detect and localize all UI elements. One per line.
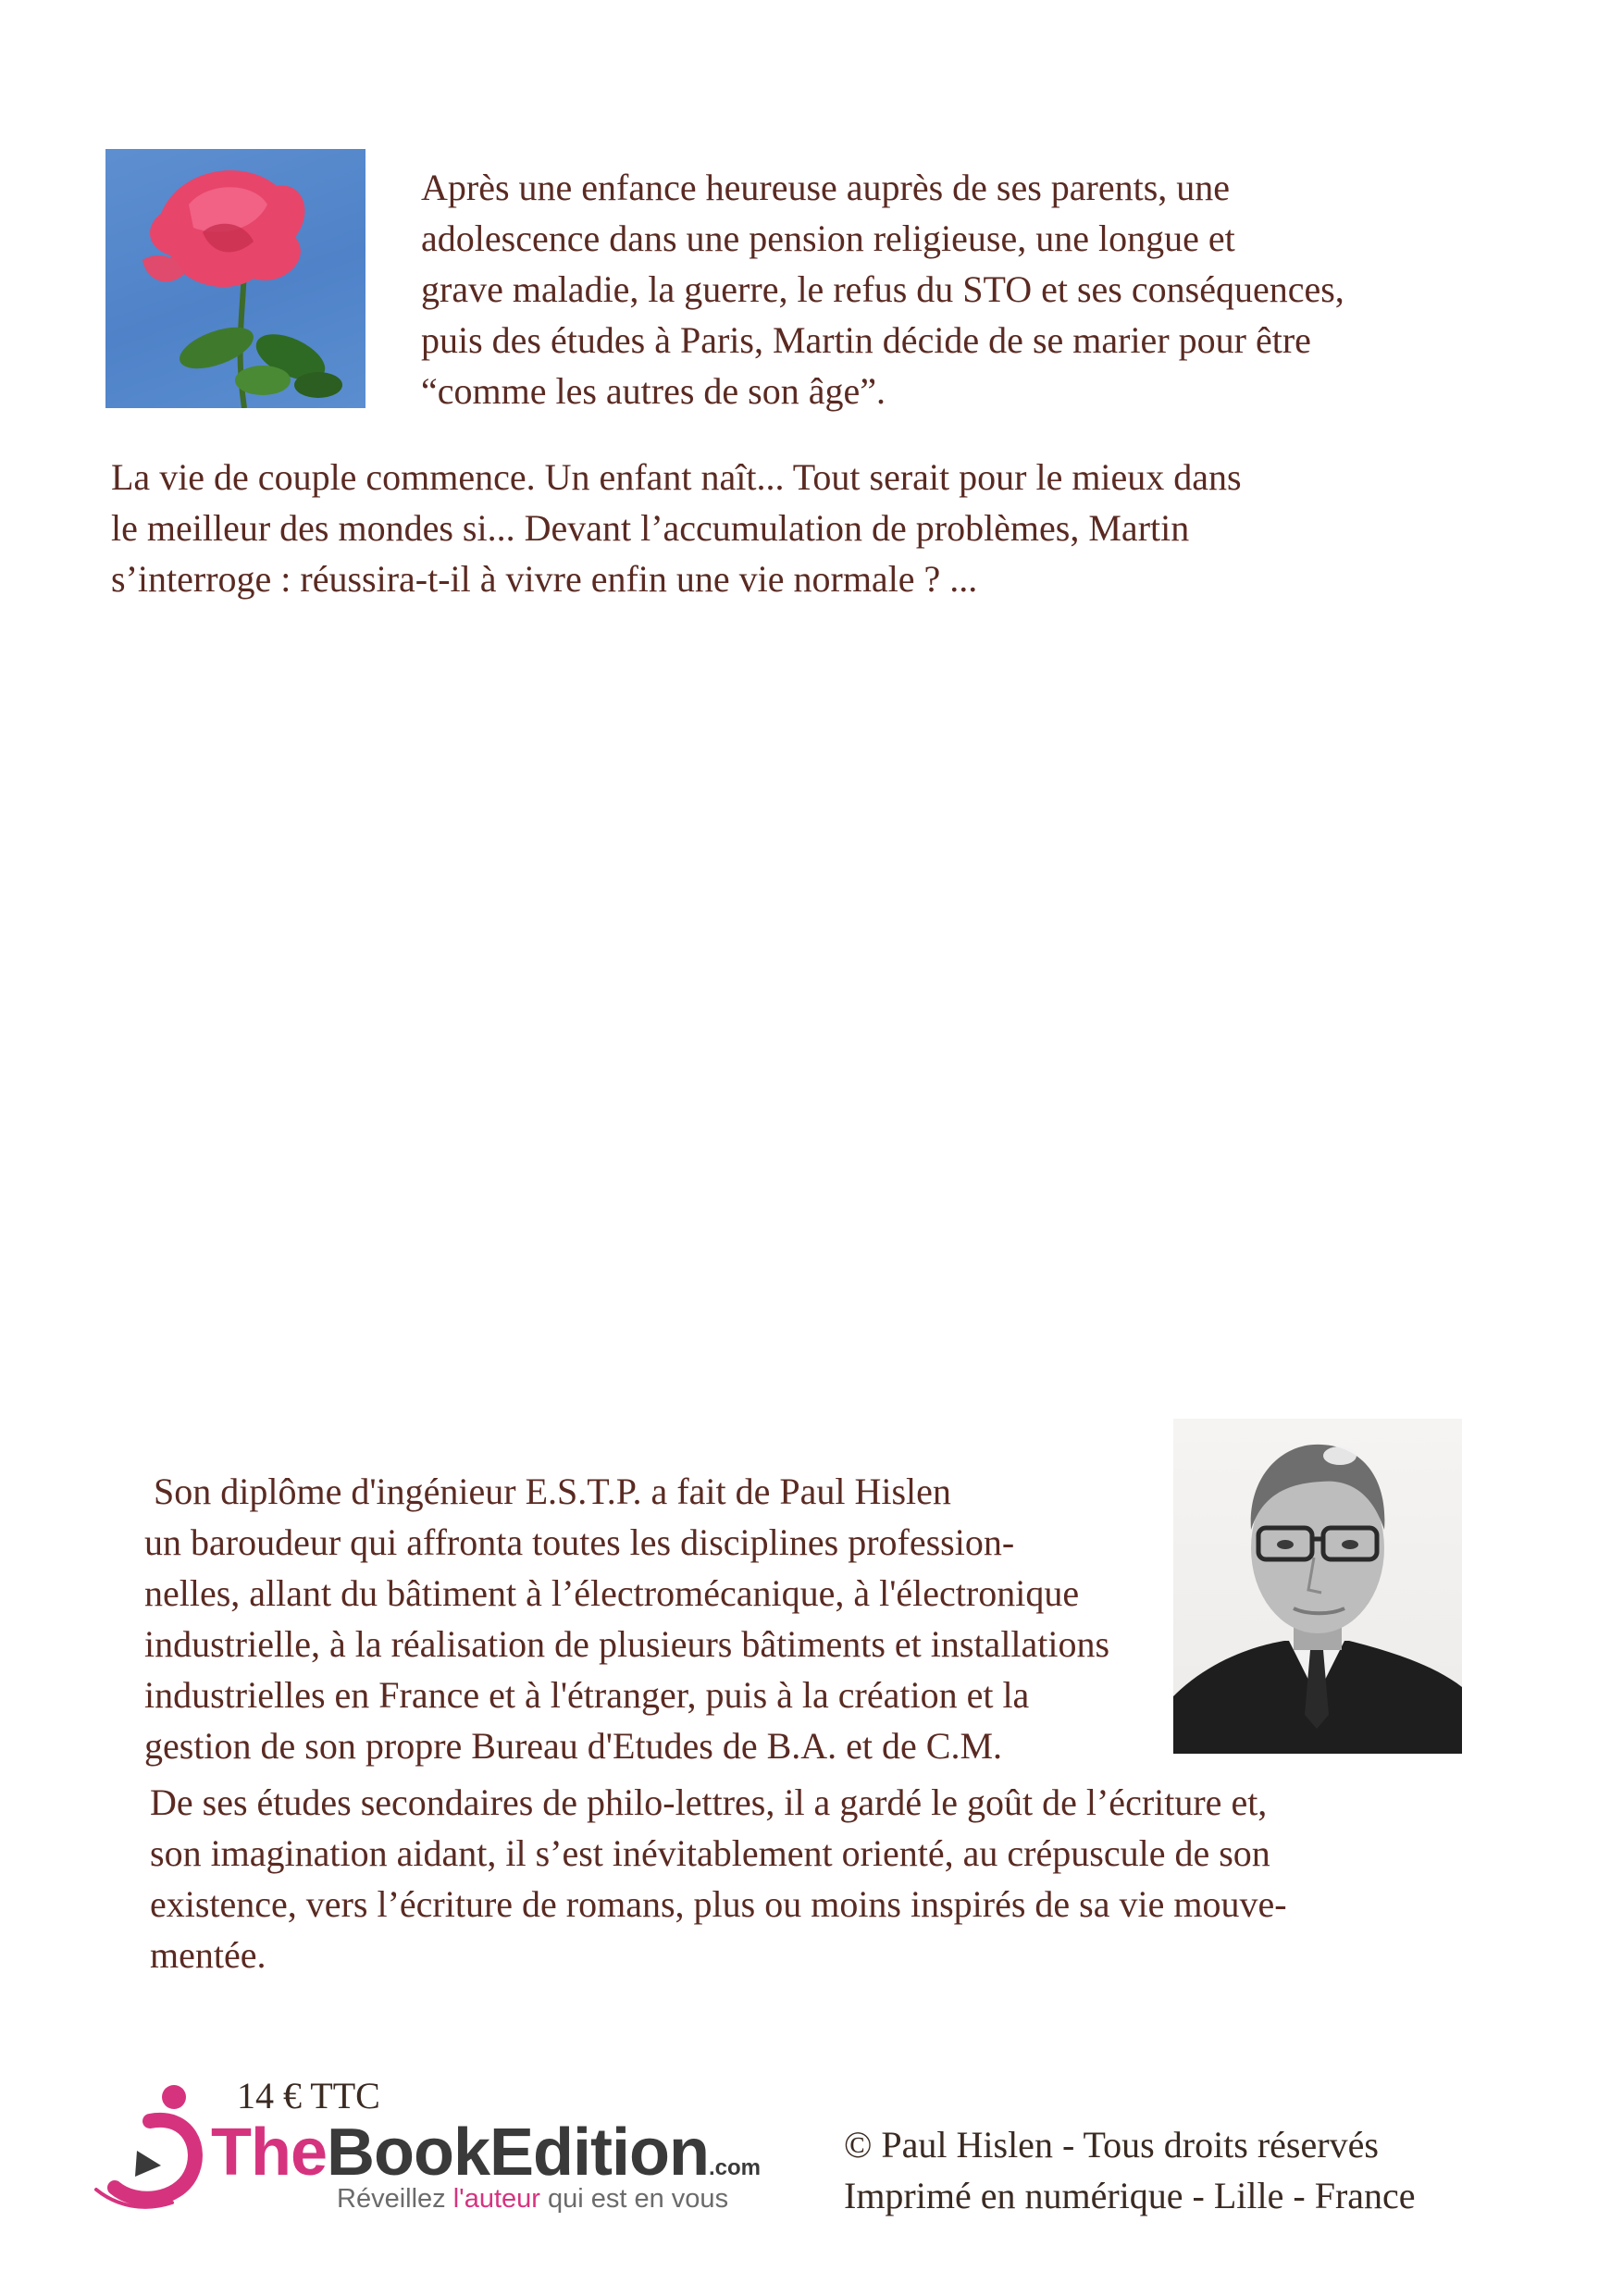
brand-book: BookEdition — [327, 2116, 709, 2190]
synopsis-line: Après une enfance heureuse auprès de ses parents, une — [421, 167, 1231, 208]
author-bio-paragraph-2 — [150, 1777, 1287, 1980]
bio-line: un baroudeur qui affronta toutes les disciplines profession- — [144, 1521, 1015, 1563]
bio-line: mentée. — [150, 1934, 266, 1976]
copyright-line: © Paul Hislen - Tous droits réservés — [844, 2124, 1379, 2166]
publisher-logo — [89, 2077, 829, 2215]
bio-line: nelles, allant du bâtiment à l’électromécanique, à l'électronique — [144, 1572, 1080, 1614]
author-bio-paragraph-1 — [144, 1466, 1109, 1771]
brand-com: .com — [708, 2155, 761, 2180]
synopsis-line: “comme les autres de son âge”. — [421, 370, 886, 412]
synopsis-line: grave maladie, la guerre, le refus du STO et ses conséquences, — [421, 268, 1344, 310]
copyright-block — [844, 2119, 1416, 2221]
brand-tagline — [337, 2184, 728, 2215]
synopsis-line: s’interroge : réussira-t-il à vivre enfin une vie normale ? ... — [111, 558, 978, 600]
synopsis-paragraph-1 — [421, 162, 1344, 416]
synopsis-line: adolescence dans une pension religieuse, une longue et — [421, 217, 1235, 259]
tagline-post: qui est en vous — [539, 2184, 729, 2214]
bio-line: industrielles en France et à l'étranger, puis à la création et la — [144, 1674, 1030, 1716]
rose-photo — [105, 149, 365, 408]
bio-line: son imagination aidant, il s’est inévitablement orienté, au crépuscule de son — [150, 1832, 1270, 1874]
author-portrait — [1173, 1419, 1462, 1754]
synopsis-line: La vie de couple commence. Un enfant naît... Tout serait pour le mieux dans — [111, 456, 1242, 498]
brand-the: The — [211, 2116, 328, 2190]
synopsis-line: le meilleur des mondes si... Devant l’accumulation de problèmes, Martin — [111, 507, 1190, 549]
bio-line: existence, vers l’écriture de romans, plus ou moins inspirés de sa vie mouve- — [150, 1883, 1287, 1925]
synopsis-line: puis des études à Paris, Martin décide de se marier pour être — [421, 319, 1311, 361]
tagline-accent: l'auteur — [452, 2184, 540, 2214]
bio-line: Son diplôme d'ingénieur E.S.T.P. a fait de Paul Hislen — [144, 1471, 951, 1512]
synopsis-paragraph-2 — [111, 452, 1242, 604]
bio-line: De ses études secondaires de philo-lettres, il a gardé le goût de l’écriture et, — [150, 1781, 1268, 1823]
tagline-pre: Réveillez — [337, 2184, 453, 2214]
person-swirl-icon — [89, 2077, 209, 2215]
price-label: 14 € TTC — [237, 2075, 380, 2116]
bio-line: gestion de son propre Bureau d'Etudes de B.A. et de C.M. — [144, 1725, 1003, 1767]
printing-line: Imprimé en numérique - Lille - France — [844, 2175, 1416, 2216]
bio-line: industrielle, à la réalisation de plusieurs bâtiments et installations — [144, 1623, 1110, 1665]
